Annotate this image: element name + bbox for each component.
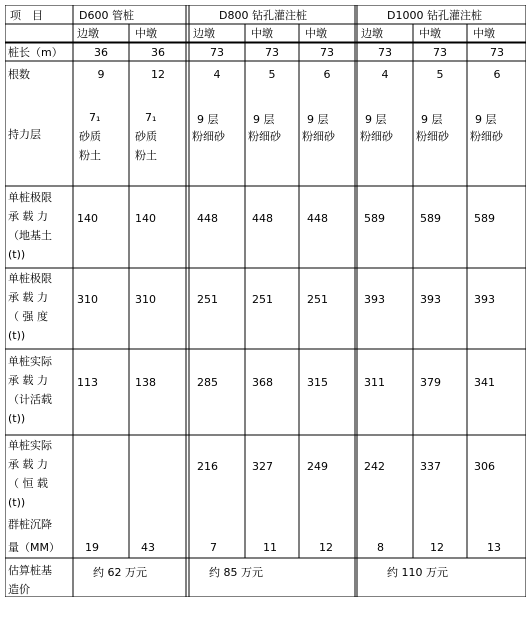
header-item-label: 项 目 [10,9,43,22]
cell-value: 251 [252,293,273,306]
cell-value: 9 层 [307,113,329,126]
row-label: （计活载 [8,393,52,406]
cell-value: 19 [85,541,99,554]
cell-value: 9 层 [421,113,443,126]
row-label: (t)) [8,412,26,425]
cell-value: 6 [493,68,501,81]
cell-value: 粉细砂 [470,130,503,143]
cell-value: 448 [307,212,328,225]
cell-value: 6 [323,68,331,81]
cell-value: 251 [197,293,218,306]
cost-value-d800: 约 85 万元 [209,566,263,579]
cell-value: 368 [252,376,273,389]
cell-value: 306 [474,460,495,473]
cell-value: 4 [213,68,221,81]
row-label: 群桩沉降 [8,518,52,531]
row-label: 承 载 力 [8,210,48,223]
cell-value: 粉细砂 [416,130,449,143]
cell-value: 393 [474,293,495,306]
cell-value: 9 层 [475,113,497,126]
cell-value: 327 [252,460,273,473]
cell-value: 589 [364,212,385,225]
row-actual-live [8,354,495,425]
header-group-d800: D800 钻孔灌注桩 [219,9,307,22]
cell-value: 341 [474,376,495,389]
cell-value: 5 [268,68,276,81]
row-label: 承 载 力 [8,374,48,387]
header-sub: 中墩 [251,27,273,40]
row-label: 桩长（m） [8,46,63,59]
cell-value: 73 [433,46,447,59]
cell-value: 138 [135,376,156,389]
row-label: 单桩实际 [8,439,52,452]
cell-value: 589 [474,212,495,225]
cell-value: 9 [97,68,105,81]
row-label: 量（MM） [8,541,60,554]
row-actual-dead [8,438,495,509]
row-label: (t)) [8,496,26,509]
cell-value: 11 [263,541,277,554]
row-label: (t)) [8,248,26,261]
cell-value: 140 [135,212,156,225]
cell-value: 粉细砂 [248,130,281,143]
row-label: 承 载 力 [8,458,48,471]
cell-value: 73 [265,46,279,59]
cell-value: 4 [381,68,389,81]
cell-value: 73 [490,46,504,59]
cell-value: 36 [151,46,165,59]
cell-value: 113 [77,376,98,389]
cell-value: 36 [94,46,108,59]
pile-comparison-table [5,5,526,597]
cell-value: 12 [319,541,333,554]
cell-value: 73 [210,46,224,59]
cell-value: 216 [197,460,218,473]
cell-value: 13 [487,541,501,554]
cell-value: 140 [77,212,98,225]
cell-value: 249 [307,460,328,473]
cell-value: 315 [307,376,328,389]
row-pile-length [8,45,504,59]
header-sub: 中墩 [419,27,441,40]
cell-value: 73 [320,46,334,59]
cost-value-d1000: 约 110 万元 [387,566,448,579]
row-label: （ 强 度 [8,310,48,323]
cell-value: 242 [364,460,385,473]
cell-value: 粉细砂 [360,130,393,143]
row-label: （ 恒 载 [8,477,48,490]
cell-value: 251 [307,293,328,306]
cell-value: 粉土 [79,149,101,162]
cell-value: 448 [252,212,273,225]
cell-value: 285 [197,376,218,389]
cell-value: 12 [430,541,444,554]
cell-value: 砂质 [135,130,157,143]
cell-value: 9 层 [365,113,387,126]
row-label: 估算桩基 [8,564,52,577]
cell-value: 43 [141,541,155,554]
cell-value: 12 [151,68,165,81]
cell-value: 砂质 [79,130,101,143]
cell-value: 379 [420,376,441,389]
row-cost [8,563,448,596]
cell-value: 7₁ [89,111,101,124]
row-pile-count [8,67,501,81]
header-sub: 中墩 [473,27,495,40]
cost-value-d600: 约 62 万元 [93,566,147,579]
cell-value: 7₁ [145,111,157,124]
cell-value: 9 层 [253,113,275,126]
cell-value: 310 [77,293,98,306]
cell-value: 393 [420,293,441,306]
row-label: 持力层 [8,128,41,141]
row-ultimate-soil [8,190,495,261]
header-sub: 边墩 [361,27,383,40]
cell-value: 9 层 [197,113,219,126]
row-label: 单桩极限 [8,191,52,204]
header-sub: 中墩 [305,27,327,40]
row-label: （地基土 [8,229,52,242]
row-bearing-layer [8,111,504,162]
row-label: 单桩实际 [8,355,52,368]
header-sub: 中墩 [135,27,157,40]
cell-value: 393 [364,293,385,306]
cell-value: 5 [436,68,444,81]
cell-value: 粉细砂 [192,130,225,143]
header-sub: 边墩 [77,27,99,40]
row-label: 单桩极限 [8,272,52,285]
cell-value: 8 [377,541,384,554]
cell-value: 粉土 [135,149,157,162]
cell-value: 73 [378,46,392,59]
header-sub: 边墩 [193,27,215,40]
cell-value: 311 [364,376,385,389]
cell-value: 589 [420,212,441,225]
row-ultimate-strength [8,271,495,342]
row-label: 造价 [8,583,30,596]
row-label: (t)) [8,329,26,342]
header-group-d1000: D1000 钻孔灌注桩 [387,9,482,22]
cell-value: 7 [210,541,217,554]
cell-value: 310 [135,293,156,306]
cell-value: 粉细砂 [302,130,335,143]
header-group-d600: D600 管桩 [79,9,134,22]
row-label: 承 载 力 [8,291,48,304]
cell-value: 337 [420,460,441,473]
row-label: 根数 [8,68,30,81]
cell-value: 448 [197,212,218,225]
row-settlement [8,517,501,554]
